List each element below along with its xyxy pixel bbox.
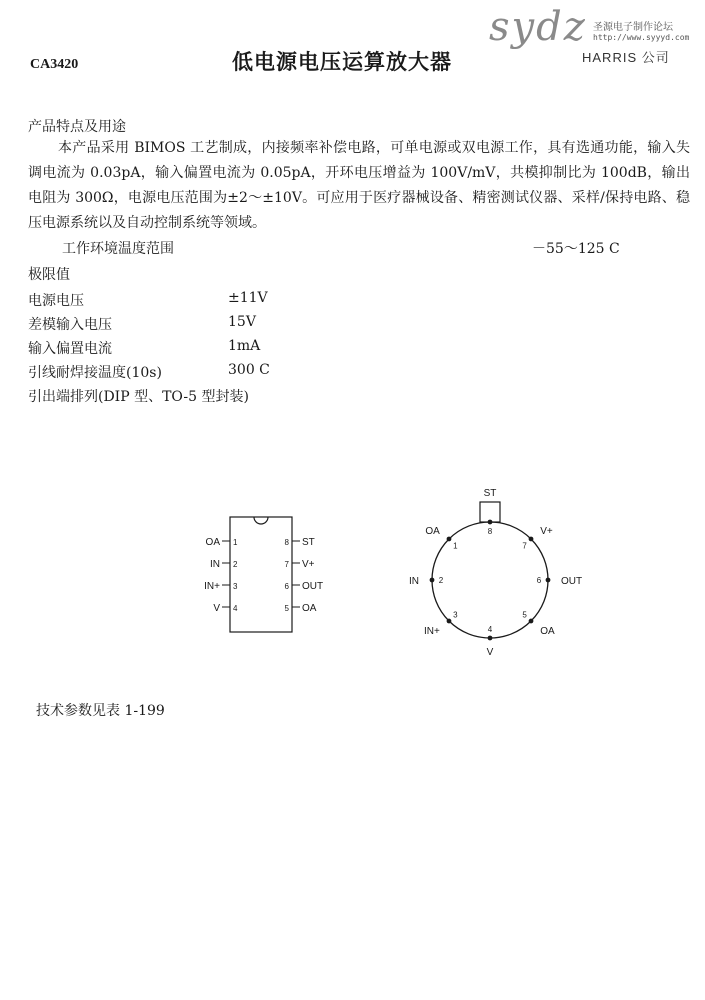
- limit-label: 输入偏置电流: [28, 341, 112, 357]
- pin-number: 8: [284, 538, 289, 547]
- can-pin-number: 6: [536, 576, 542, 585]
- temp-range-label: 工作环境温度范围: [62, 241, 174, 257]
- dip-body: [230, 517, 292, 632]
- can-pin-name: IN: [409, 576, 419, 587]
- to5-package-diagram: [400, 488, 600, 663]
- watermark-url: http://www.syyyd.com: [593, 33, 690, 42]
- company-name: HARRIS 公司: [582, 50, 670, 65]
- can-pin-name: OUT: [561, 576, 583, 587]
- watermark-script: sydz: [489, 4, 587, 50]
- pinout-note: 引出端排列(DIP 型、TO-5 型封装): [28, 389, 249, 405]
- limit-label: 电源电压: [28, 293, 84, 309]
- can-pin-number: 4: [487, 625, 493, 634]
- can-pin-dot: [447, 619, 452, 624]
- limits-heading: 极限值: [28, 267, 70, 283]
- can-pin-name: OA: [425, 525, 440, 537]
- page-title: 低电源电压运算放大器: [232, 50, 452, 74]
- can-pin-number: 5: [522, 610, 527, 620]
- pin-number: 6: [284, 582, 289, 591]
- part-number: CA3420: [30, 57, 79, 72]
- can-pin-dot: [430, 578, 435, 583]
- pin-name: IN+: [204, 581, 220, 592]
- can-tab: [480, 502, 500, 522]
- temp-range-value: －55～125 C: [532, 241, 620, 257]
- can-pin-number: 2: [438, 576, 444, 585]
- can-pin-name: OA: [540, 626, 555, 638]
- can-pin-dot: [488, 636, 493, 641]
- can-pin-dot: [447, 537, 452, 542]
- dip-notch: [254, 517, 268, 524]
- limit-value: 15V: [228, 314, 256, 330]
- limit-label: 引线耐焊接温度(10s): [28, 365, 162, 381]
- can-pin-name: IN+: [423, 626, 440, 638]
- limit-value: 1mA: [228, 338, 261, 354]
- can-pin-number: 1: [453, 541, 458, 551]
- pin-number: 2: [233, 560, 238, 569]
- can-pin-name: V: [486, 647, 494, 658]
- can-pin-name: ST: [483, 488, 497, 499]
- can-pin-number: 3: [453, 610, 458, 620]
- limit-value: 300 C: [228, 362, 270, 378]
- pin-number: 5: [284, 604, 289, 613]
- pin-name: OA: [302, 603, 317, 614]
- pin-name: OUT: [302, 581, 324, 592]
- pin-name: V: [213, 603, 220, 614]
- footer-note: 技术参数见表 1-199: [36, 703, 165, 719]
- pin-name: IN: [210, 559, 220, 570]
- can-pin-dot: [529, 619, 534, 624]
- pin-name: OA: [205, 537, 220, 548]
- pin-number: 1: [233, 538, 238, 547]
- can-pin-name: V+: [540, 525, 553, 537]
- can-pin-dot: [488, 520, 493, 525]
- limit-value: ±11V: [228, 290, 268, 306]
- pin-name: ST: [302, 537, 315, 548]
- can-pin-dot: [529, 537, 534, 542]
- can-pin-number: 7: [522, 541, 527, 551]
- features-paragraph: 本产品采用 BIMOS 工艺制成，内接频率补偿电路，可单电源或双电源工作，具有选通功能，输入失调电流为 0.03pA，输入偏置电流为 0.05pA，开环电压增益为 100V/mV，共模抑制比为 100dB，输出电阻为 300Ω，电源电压范围为±2～±10V。可应用于医疗器械设备、精密测试仪器、采样/保持电路、稳压电源系统以及自动控制系统等领域。: [28, 140, 690, 231]
- pin-number: 7: [284, 560, 289, 569]
- pin-number: 4: [233, 604, 238, 613]
- dip-package-diagram: [190, 505, 340, 640]
- features-heading: 产品特点及用途: [28, 119, 126, 135]
- pin-name: V+: [302, 559, 315, 570]
- can-pin-dot: [546, 578, 551, 583]
- pin-number: 3: [233, 582, 238, 591]
- watermark-site-name: 圣源电子制作论坛: [593, 22, 673, 33]
- limit-label: 差模输入电压: [28, 317, 112, 333]
- can-pin-number: 8: [487, 527, 493, 536]
